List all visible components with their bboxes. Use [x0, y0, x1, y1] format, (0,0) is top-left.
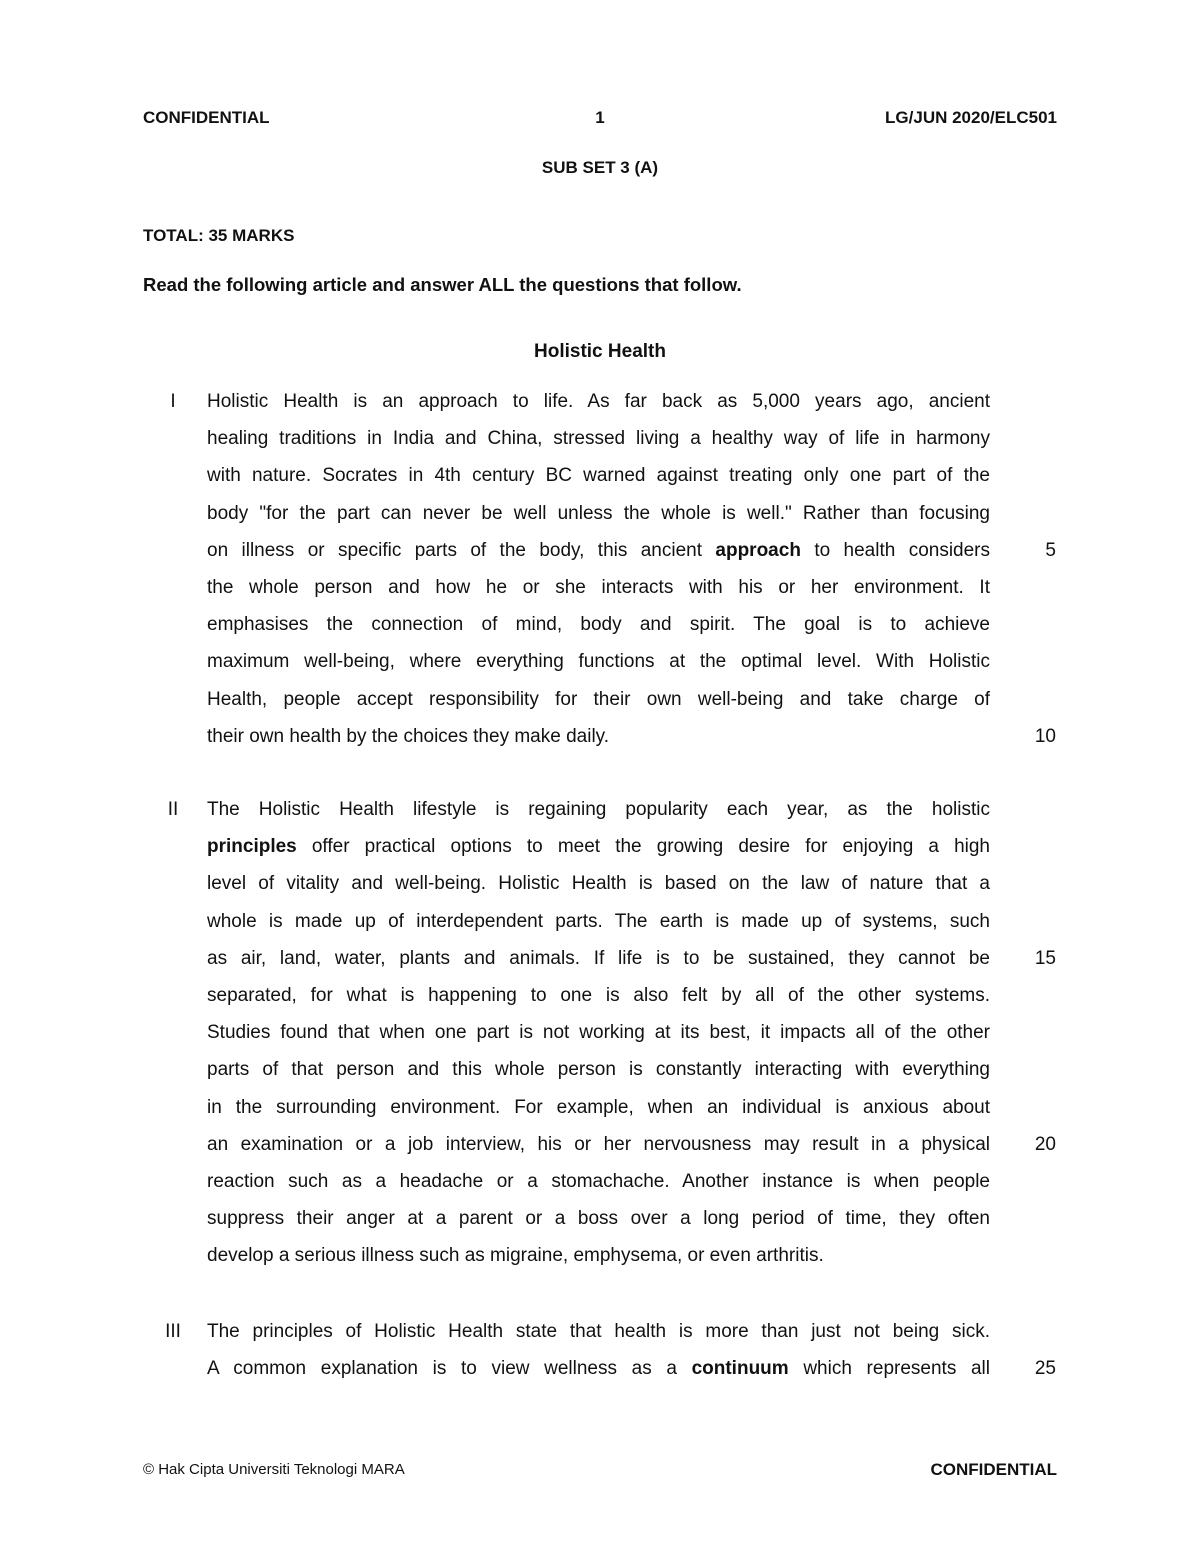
article-line: their own health by the choices they make daily.	[207, 726, 610, 747]
article-line: maximum well-being, where everything functions at the optimal level. With Holistic	[207, 651, 990, 672]
instruction-post: the questions that follow.	[514, 274, 742, 295]
line-number: 15	[1034, 948, 1056, 969]
paper-code: LG/JUN 2020/ELC501	[885, 108, 1057, 127]
line-text: to health considers	[800, 540, 990, 561]
article-line: healing traditions in India and China, stressed living a healthy way of life in harmony	[207, 428, 990, 449]
line-number: 25	[1034, 1358, 1056, 1379]
paragraph-numeral: II	[167, 799, 179, 820]
article-line: an examination or a job interview, his or her nervousness may result in a physical	[207, 1134, 990, 1155]
article-line: The principles of Holistic Health state that health is more than just not being sick.	[207, 1321, 990, 1342]
article-line: whole is made up of interdependent parts. The earth is made up of systems, such	[207, 911, 990, 932]
page-number: 1	[595, 108, 605, 127]
article-line: reaction such as a headache or a stomachache. Another instance is when people	[207, 1171, 990, 1192]
line-number: 5	[1045, 540, 1056, 561]
article-line: parts of that person and this whole person is constantly interacting with everything	[207, 1059, 990, 1080]
line-number: 10	[1034, 726, 1056, 747]
article-line: with nature. Socrates in 4th century BC warned against treating only one part of the	[207, 465, 990, 486]
article-line	[207, 835, 990, 859]
article-line: Health, people accept responsibility for their own well-being and take charge of	[207, 689, 990, 710]
article-line: level of vitality and well-being. Holistic Health is based on the law of nature that a	[207, 873, 990, 894]
bold-term: continuum	[691, 1358, 789, 1379]
article-line: Studies found that when one part is not working at its best, it impacts all of the other	[207, 1022, 990, 1043]
paragraph-numeral: I	[170, 391, 176, 412]
article-line: as air, land, water, plants and animals. If life is to be sustained, they cannot be	[207, 948, 990, 969]
footer-confidential: CONFIDENTIAL	[930, 1460, 1057, 1479]
article-line: separated, for what is happening to one is also felt by all of the other systems.	[207, 985, 990, 1006]
article-line	[207, 1357, 990, 1381]
header-confidential: CONFIDENTIAL	[143, 108, 270, 127]
article-line: develop a serious illness such as migraine, emphysema, or even arthritis.	[207, 1245, 824, 1266]
article-line	[207, 539, 990, 563]
line-text: which represents all	[788, 1358, 990, 1379]
article-line: The Holistic Health lifestyle is regaining popularity each year, as the holistic	[207, 799, 990, 820]
article-line: the whole person and how he or she interacts with his or her environment. It	[207, 577, 990, 598]
subset-label: SUB SET 3 (A)	[541, 158, 659, 177]
article-line: suppress their anger at a parent or a boss over a long period of time, they often	[207, 1208, 990, 1229]
bold-term: approach	[715, 540, 801, 561]
line-text: on illness or specific parts of the body, this ancient	[207, 540, 716, 561]
article-line: body "for the part can never be well unless the whole is well." Rather than focusing	[207, 503, 990, 524]
article-line: Holistic Health is an approach to life. As far back as 5,000 years ago, ancient	[207, 391, 990, 412]
line-text: A common explanation is to view wellness as a	[207, 1358, 692, 1379]
paragraph-numeral: III	[165, 1321, 181, 1342]
instruction-pre: Read the following article and answer	[143, 274, 479, 295]
line-number: 20	[1034, 1134, 1056, 1155]
article-title: Holistic Health	[534, 341, 666, 362]
article-line: in the surrounding environment. For example, when an individual is anxious about	[207, 1097, 990, 1118]
footer-copyright: © Hak Cipta Universiti Teknologi MARA	[143, 1461, 405, 1478]
total-marks: TOTAL: 35 MARKS	[143, 226, 295, 245]
article-line: emphasises the connection of mind, body and spirit. The goal is to achieve	[207, 614, 990, 635]
bold-term: principles	[207, 836, 297, 857]
instruction	[143, 274, 742, 296]
instruction-emph: ALL	[478, 274, 515, 295]
line-text: offer practical options to meet the growing desire for enjoying a high	[296, 836, 990, 857]
